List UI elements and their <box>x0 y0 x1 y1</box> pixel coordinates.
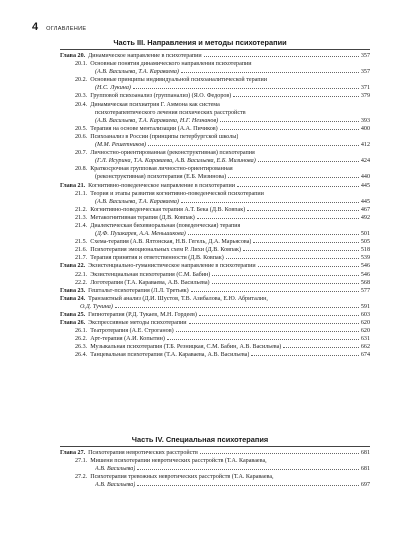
toc-entry-number: Глава 24. <box>60 295 86 302</box>
part-4-contents <box>60 449 370 489</box>
toc-entry-number: 21.6. <box>75 247 88 254</box>
part-3-rule <box>60 49 370 50</box>
toc-entry-title: О.Д. Тучина) <box>80 303 113 310</box>
toc-entry-continuation[interactable] <box>60 481 370 489</box>
toc-section-entry[interactable] <box>60 457 370 465</box>
toc-entry-title: Метакогнитивная терапия (Д.В. Ковпак) <box>90 214 195 221</box>
dot-leader <box>247 210 359 211</box>
toc-entry-title: (А.В. Васильева, Т.А. Караваева, Н.Г. Незнанов) <box>95 117 219 124</box>
toc-entry-title: Экспрессивные методы психотерапии <box>88 320 187 327</box>
dot-leader <box>226 258 359 259</box>
toc-section-entry[interactable] <box>60 76 370 84</box>
dot-leader <box>253 242 358 243</box>
toc-page-number: 697 <box>360 482 370 489</box>
toc-section-entry[interactable] <box>60 149 370 157</box>
toc-section-entry[interactable] <box>60 60 370 68</box>
toc-entry-number: Глава 25. <box>60 312 86 318</box>
toc-entry-title: Диалектическая бихевиоральная (поведенческая) терапия <box>90 222 241 229</box>
toc-page-number: 393 <box>360 117 370 124</box>
toc-entry-title: (А.В. Васильева, Т.А. Караваева) <box>95 198 179 205</box>
toc-section-entry[interactable] <box>60 125 370 133</box>
dot-leader <box>181 202 359 203</box>
toc-entry-number: 22.2. <box>75 279 88 286</box>
dot-leader <box>199 315 359 316</box>
toc-page-number: 379 <box>360 93 370 100</box>
dot-leader <box>189 323 359 324</box>
toc-entry-title: Психотерапия тревожных невротических расстройств (Т.А. Караваева, <box>90 474 274 481</box>
toc-page-number: 620 <box>360 320 370 327</box>
toc-entry-continuation[interactable] <box>60 465 370 473</box>
toc-chapter-entry[interactable] <box>60 287 370 295</box>
toc-section-entry[interactable] <box>60 133 370 141</box>
toc-entry-title: Когнитивно-поведенческое направление в психотерапии <box>88 182 235 189</box>
toc-page-number: 591 <box>360 303 370 310</box>
toc-section-entry[interactable] <box>60 190 370 198</box>
toc-entry-title: Экзистенциальная психотерапия (С.М. Бабин) <box>90 271 211 278</box>
toc-page-number: 357 <box>360 53 370 59</box>
dot-leader <box>237 186 359 187</box>
toc-chapter-entry[interactable] <box>60 449 370 457</box>
toc-section-entry[interactable] <box>60 222 370 230</box>
toc-entry-title: Театротерапия (А.Е. Строганов) <box>90 328 174 335</box>
toc-section-entry[interactable] <box>60 238 370 246</box>
toc-entry-title: (А.В. Васильева, Т.А. Караваева) <box>95 69 179 76</box>
toc-entry-title: Теория и этапы развития когнитивно-поведенческой психотерапии <box>90 190 264 197</box>
toc-entry-title: (М.М. Решетников) <box>95 142 146 149</box>
toc-entry-title: (Н.С. Лукина) <box>95 85 131 92</box>
toc-entry-number: 21.4. <box>75 222 88 229</box>
dot-leader <box>233 96 359 97</box>
dot-leader <box>251 355 358 356</box>
toc-entry-number: Глава 23. <box>60 287 86 294</box>
toc-page-number: 631 <box>360 336 370 343</box>
toc-page-number: 400 <box>360 125 370 132</box>
toc-page-number: 620 <box>360 328 370 335</box>
toc-page-number: 577 <box>360 287 370 294</box>
toc-section-entry[interactable] <box>60 214 370 222</box>
dot-leader <box>181 72 359 73</box>
toc-entry-title: Мишени психотерапии невротических расстройств (Т.А. Караваева, <box>90 458 267 465</box>
dot-leader <box>133 88 359 89</box>
dot-leader <box>204 56 359 57</box>
toc-entry-number: 21.2. <box>75 206 88 213</box>
toc-entry-continuation[interactable] <box>60 173 370 181</box>
toc-entry-number: 20.1. <box>75 61 88 68</box>
toc-entry-title: Психотерапия эмоциональных схем Р. Лихи (Д.В. Ковпак) <box>90 247 241 254</box>
dot-leader <box>191 291 359 292</box>
toc-entry-number: 20.7. <box>75 150 88 157</box>
toc-section-entry[interactable] <box>60 327 370 335</box>
part-3-contents <box>60 52 370 360</box>
toc-entry-number: 21.7. <box>75 255 88 262</box>
dot-leader <box>167 339 359 340</box>
dot-leader <box>220 129 359 130</box>
dot-leader <box>188 234 359 235</box>
toc-entry-title: Транзактный анализ (Д.И. Шустов, Т.В. Азибалова, Е.Ю. Абриталин, <box>88 295 268 302</box>
dot-leader <box>228 177 359 178</box>
part-4-rule <box>60 446 370 447</box>
toc-entry-title: Когнитивно-поведенческая терапия А.Т. Бека (Д.В. Ковпак) <box>90 206 246 213</box>
dot-leader <box>258 266 359 267</box>
dot-leader <box>283 347 359 348</box>
dot-leader <box>258 161 359 162</box>
toc-entry-title: Основные понятия динамического направления психотерапии <box>90 61 252 68</box>
toc-entry-title: Терапия принятия и ответственности (Д.В. Ковпак) <box>90 255 224 262</box>
dot-leader <box>212 283 359 284</box>
toc-entry-continuation[interactable] <box>60 109 370 117</box>
toc-entry-title: Психотерапия невротических расстройств <box>88 450 198 456</box>
toc-entry-number: Глава 26. <box>60 320 86 327</box>
part-4-title: Часть IV. Специальная психотерапия <box>131 435 269 444</box>
toc-section-entry[interactable] <box>60 335 370 343</box>
toc-page-number: 546 <box>360 263 370 270</box>
toc-page-number: 501 <box>360 231 370 238</box>
toc-entry-number: Глава 22. <box>60 263 86 270</box>
toc-entry-title: Терапия на основе ментализации (А.А. Пичиков) <box>90 125 218 132</box>
toc-chapter-entry[interactable] <box>60 319 370 327</box>
toc-entry-number: 27.2. <box>75 474 88 481</box>
toc-section-entry[interactable] <box>60 92 370 100</box>
toc-entry-continuation[interactable] <box>60 84 370 92</box>
toc-entry-number: 26.2. <box>75 336 88 343</box>
toc-entry-number: 22.1. <box>75 271 88 278</box>
toc-entry-title: Гештальт-психотерапия (Л.Л. Третьяк) <box>88 287 189 294</box>
toc-chapter-entry[interactable] <box>60 182 370 190</box>
running-head <box>32 21 86 33</box>
toc-entry-title: Схема-терапия (А.В. Ялтонская, Н.В. Гегель, Д.А. Марьясова) <box>90 239 252 246</box>
toc-entry-title: А.В. Васильева) <box>95 466 136 473</box>
toc-entry-number: 27.1. <box>75 458 88 465</box>
toc-page-number: 568 <box>360 279 370 286</box>
toc-entry-number: 26.4. <box>75 352 88 359</box>
toc-entry-continuation[interactable] <box>60 141 370 149</box>
toc-page-number: 424 <box>360 158 370 165</box>
dot-leader <box>137 485 359 486</box>
toc-entry-title: Гипнотерапия (Р.Д. Тукаев, М.Н. Гордеев) <box>88 312 197 318</box>
toc-chapter-entry[interactable] <box>60 262 370 270</box>
toc-entry-title: Динамическое направление в психотерапии <box>88 53 202 59</box>
toc-chapter-entry[interactable] <box>60 295 370 303</box>
toc-chapter-entry[interactable] <box>60 311 370 319</box>
toc-page-number: 518 <box>360 247 370 254</box>
toc-entry-number: 20.8. <box>75 166 88 173</box>
dot-leader <box>200 453 359 454</box>
dot-leader <box>212 275 359 276</box>
toc-entry-number: 20.3. <box>75 93 88 100</box>
toc-section-entry[interactable] <box>60 351 370 359</box>
toc-page-number: 445 <box>360 182 370 189</box>
toc-section-entry[interactable] <box>60 254 370 262</box>
toc-page-number: 412 <box>360 142 370 149</box>
dot-leader <box>115 307 359 308</box>
running-head-label: ОГЛАВЛЕНИЕ <box>46 26 87 32</box>
toc-section-entry[interactable] <box>60 473 370 481</box>
toc-page-number: 674 <box>360 352 370 359</box>
toc-entry-title: Краткосрочная групповая личностно-ориентированная <box>90 166 233 173</box>
toc-entry-title: Арт-терапия (А.И. Копытин) <box>90 336 165 343</box>
toc-entry-continuation[interactable] <box>60 230 370 238</box>
toc-entry-number: Глава 21. <box>60 182 86 189</box>
toc-entry-continuation[interactable] <box>60 68 370 76</box>
toc-page-number: 467 <box>360 206 370 213</box>
toc-page-number: 505 <box>360 239 370 246</box>
toc-entry-number: 21.1. <box>75 190 88 197</box>
toc-entry-number: Глава 27. <box>60 450 86 456</box>
toc-entry-number: 20.6. <box>75 133 88 140</box>
toc-entry-title: Групповой психоанализ (группанализ) (Я.О. Федоров) <box>90 93 232 100</box>
toc-section-entry[interactable] <box>60 101 370 109</box>
dot-leader <box>137 469 359 470</box>
toc-entry-title: Динамическая психиатрия Г. Аммона как система <box>90 101 220 108</box>
toc-page-number: 681 <box>360 450 370 456</box>
toc-chapter-entry[interactable] <box>60 52 370 60</box>
dot-leader <box>220 121 359 122</box>
dot-leader <box>243 250 359 251</box>
toc-entry-title: А.В. Васильева) <box>95 482 136 489</box>
toc-entry-continuation[interactable] <box>60 198 370 206</box>
dot-leader <box>148 145 359 146</box>
toc-entry-continuation[interactable] <box>60 157 370 165</box>
toc-entry-number: 26.1. <box>75 328 88 335</box>
toc-entry-title: (реконструктивная) психотерапия (Е.Б. Мизинова) <box>95 174 227 181</box>
toc-section-entry[interactable] <box>60 165 370 173</box>
toc-entry-title: Психоанализ в России (принципы петербургской школы) <box>90 133 239 140</box>
toc-entry-title: Логотерапия (Т.А. Караваева, А.В. Васильева) <box>90 279 210 286</box>
toc-entry-continuation[interactable] <box>60 117 370 125</box>
toc-entry-title: (Д.Ф. Пушкарев, А.А. Меньшикова) <box>95 231 186 238</box>
toc-entry-title: психотерапевтического лечения психических расстройств <box>95 109 246 116</box>
toc-section-entry[interactable] <box>60 246 370 254</box>
toc-page-number: 546 <box>360 271 370 278</box>
toc-entry-number: 20.5. <box>75 125 88 132</box>
toc-page-number: 445 <box>360 198 370 205</box>
page-number: 4 <box>32 21 39 33</box>
toc-entry-number: 20.4. <box>75 101 88 108</box>
toc-page-number: 681 <box>360 466 370 473</box>
toc-entry-number: Глава 20. <box>60 53 86 59</box>
part-3-title: Часть III. Направления и методы психотерапии <box>113 38 287 47</box>
toc-entry-title: Личностно-ориентированная (реконструктивная) психотерапия <box>90 150 255 157</box>
toc-entry-title: Танцевальная психотерапия (Т.А. Караваева, А.В. Васильева) <box>90 352 250 359</box>
toc-section-entry[interactable] <box>60 343 370 351</box>
toc-page-number: 662 <box>360 344 370 351</box>
toc-section-entry[interactable] <box>60 271 370 279</box>
toc-entry-title: Экзистенциально-гуманистическое направление в психотерапии <box>88 263 256 270</box>
toc-entry-title: Музыкальная психотерапия (Т.Б. Резницкая, С.М. Бабин, А.В. Васильева) <box>90 344 282 351</box>
toc-entry-number: 26.3. <box>75 344 88 351</box>
toc-page-number: 440 <box>360 174 370 181</box>
toc-section-entry[interactable] <box>60 206 370 214</box>
toc-page-number: 492 <box>360 214 370 221</box>
toc-entry-number: 21.3. <box>75 214 88 221</box>
toc-entry-number: 21.5. <box>75 239 88 246</box>
toc-entry-number: 20.2. <box>75 77 88 84</box>
toc-page-number: 603 <box>360 312 370 318</box>
toc-page-number: 357 <box>360 69 370 76</box>
dot-leader <box>176 331 359 332</box>
dot-leader <box>197 218 359 219</box>
toc-section-entry[interactable] <box>60 279 370 287</box>
toc-page-number: 371 <box>360 85 370 92</box>
toc-entry-title: (Г.Л. Исурина, Т.А. Караваева, А.В. Васильева, Е.Б. Мизинова) <box>95 158 256 165</box>
toc-entry-continuation[interactable] <box>60 303 370 311</box>
toc-entry-title: Основные принципы индивидуальной психоаналитической терапии <box>90 77 268 84</box>
toc-page-number: 539 <box>360 255 370 262</box>
